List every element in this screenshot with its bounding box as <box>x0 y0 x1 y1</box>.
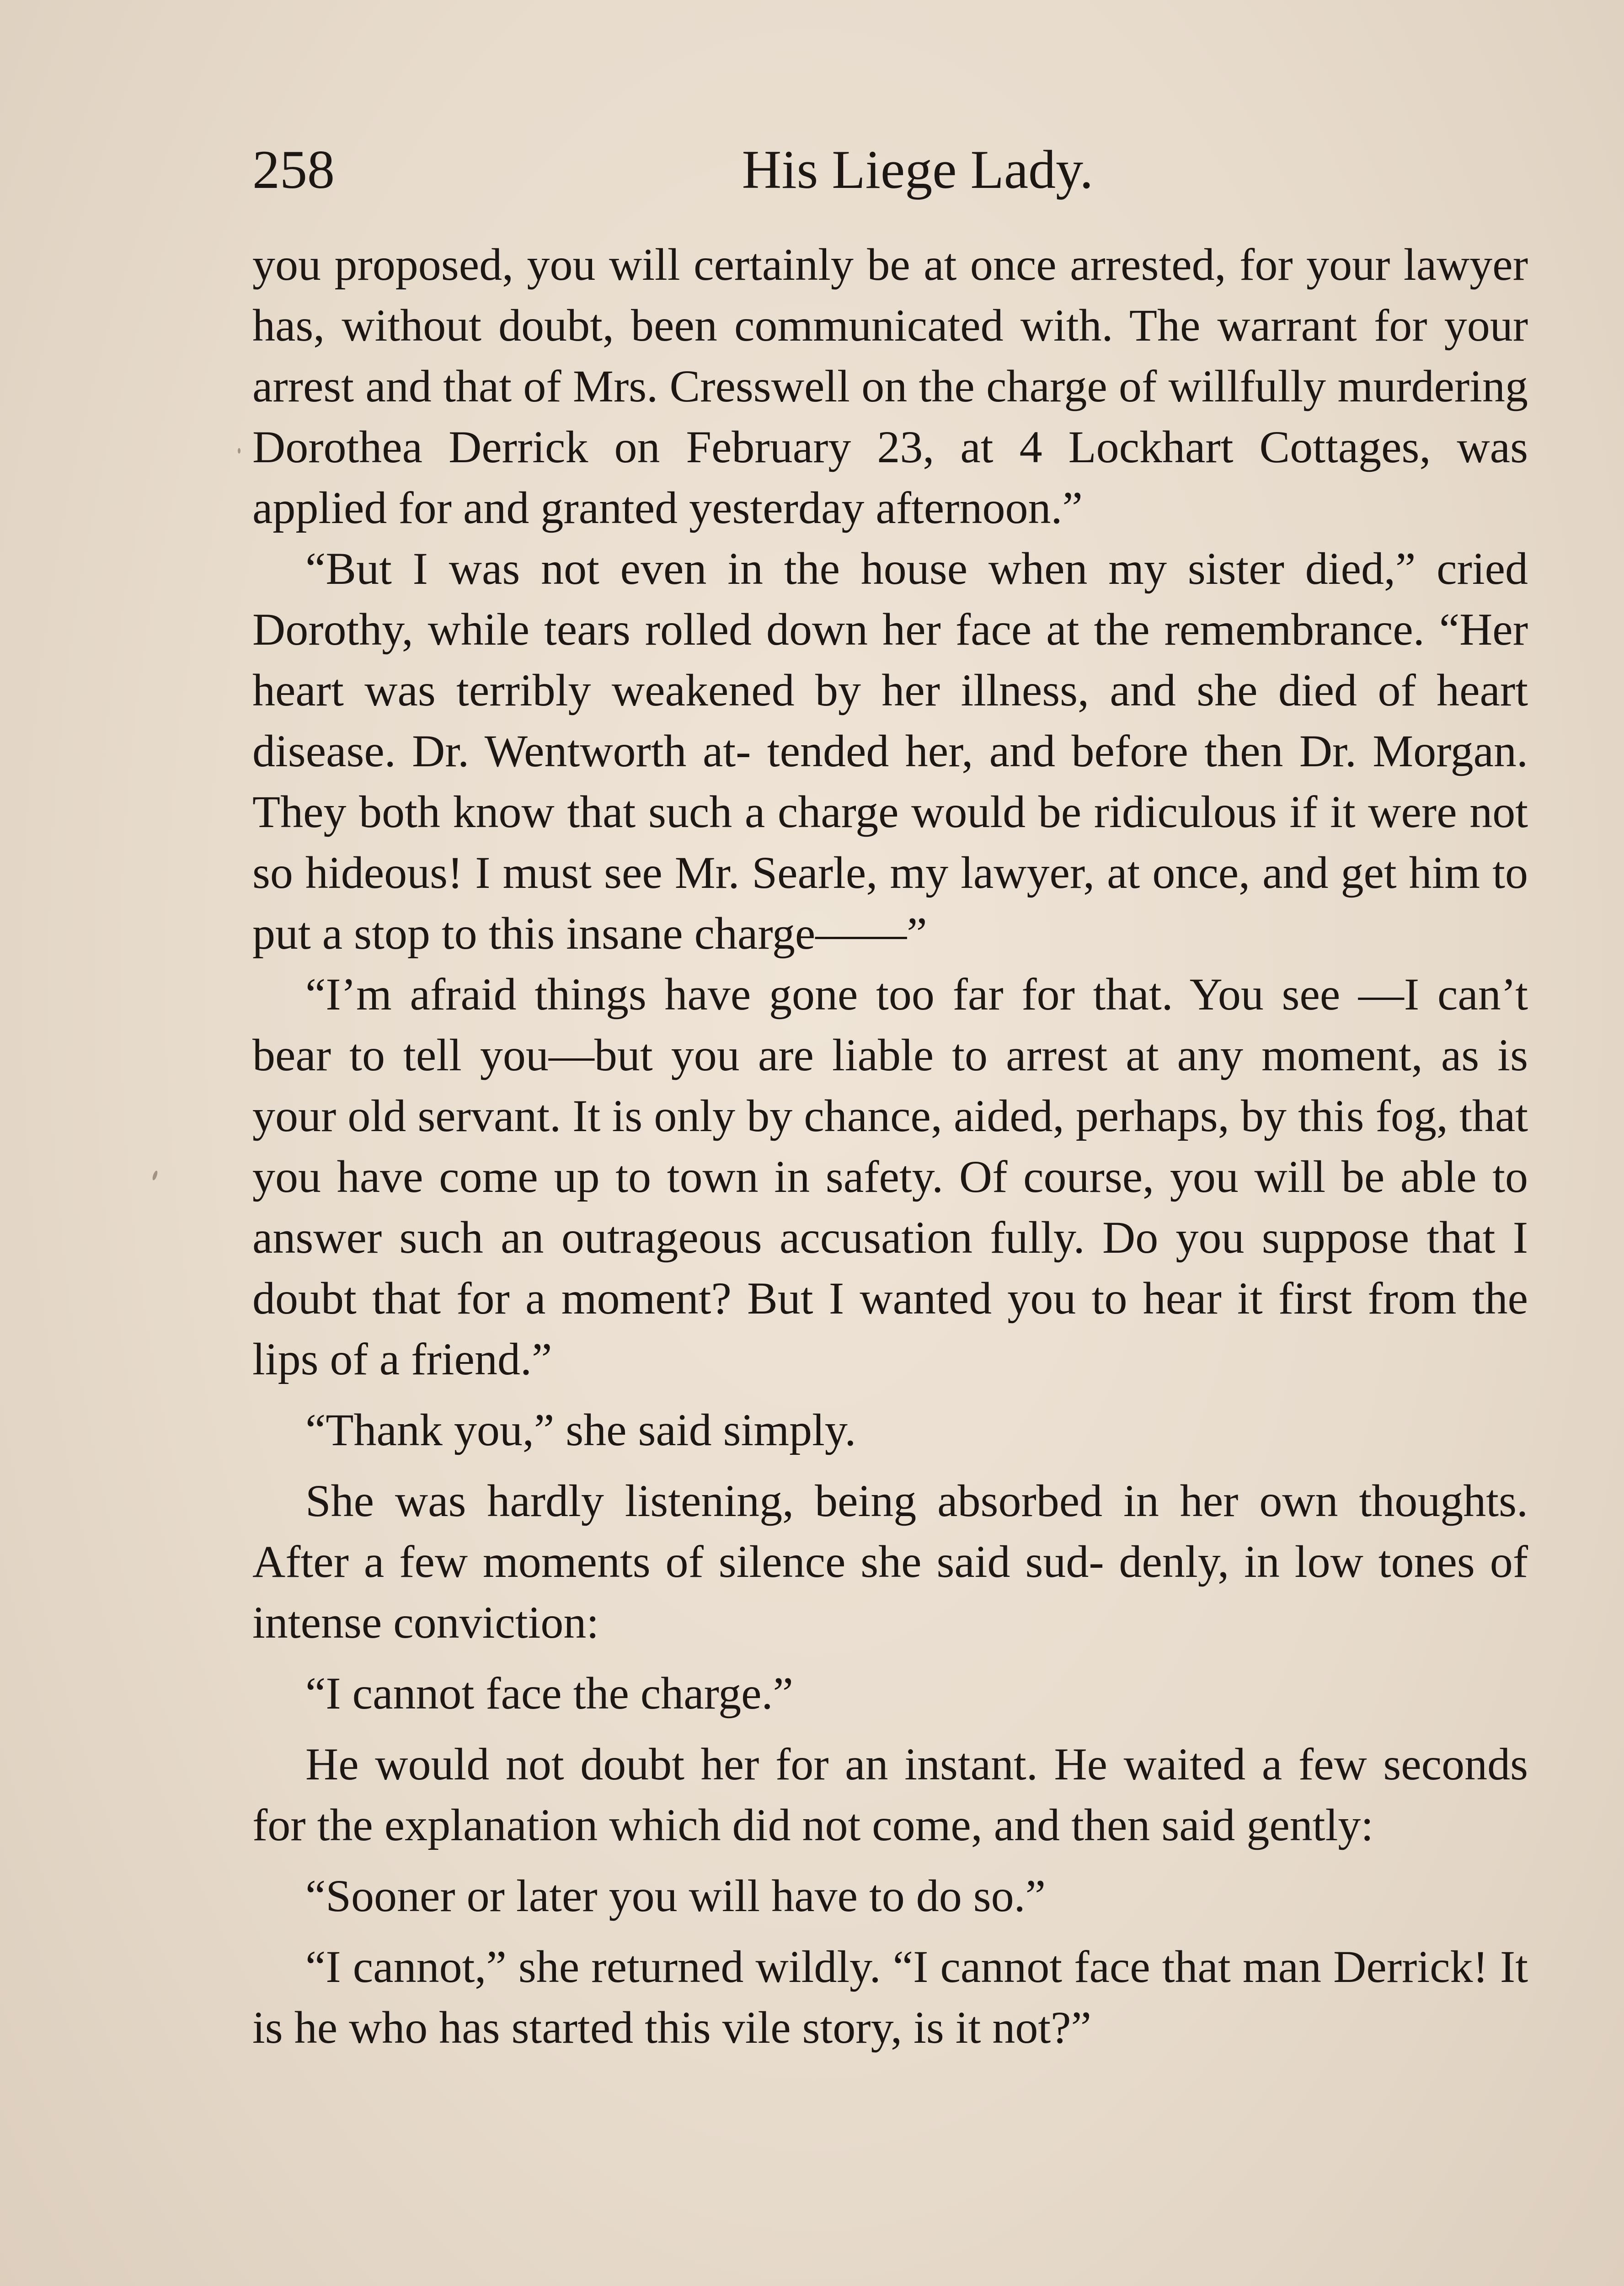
paragraph: “I cannot,” she returned wildly. “I cannot face that man Derrick! It is he who has started this vile story, is it not?” <box>252 1941 1528 2053</box>
paragraph: He would not doubt her for an instant. He waited a few seconds for the explanation which did not come, and then said gently: <box>252 1739 1528 1850</box>
paragraph: you proposed, you will certainly be at once arrested, for your lawyer has, without doubt, been communicated with. The warrant for your arrest and that of Mrs. Cresswell on the charge of willfully murdering Dorothea Derrick on February 23, at 4 Lockhart Cottages, was applied for and granted yesterday afternoon.” <box>252 239 1528 533</box>
paper-speck <box>238 448 240 454</box>
paragraph: “I’m afraid things have gone too far for that. You see —I can’t bear to tell you—but you are liable to arrest at any moment, as is your old servant. It is only by chance, aided, perhaps, by this fog, that you have come up to town in safety. Of course, you will be able to answer such an outrageous accusation fully. Do you suppose that I doubt that for a moment? But I wanted you to hear it first from the lips of a friend.” <box>252 969 1528 1384</box>
book-page <box>252 131 1528 2058</box>
paragraph: “But I was not even in the house when my sister died,” cried Dorothy, while tears rolled down her face at the remembrance. “Her heart was terribly weakened by her illness, and she died of heart disease. Dr. Wentworth at- tended her, and before then Dr. Morgan. They both know that such a charge would be ridiculous if it were not so hideous! I must see Mr. Searle, my lawyer, at once, and get him to put a stop to this insane charge——” <box>252 543 1528 959</box>
paragraph: She was hardly listening, being absorbed in her own thoughts. After a few moments of silence she said sud- denly, in low tones of intense conviction: <box>252 1475 1528 1648</box>
page-number: 258 <box>252 139 335 200</box>
body-text <box>252 234 1528 2058</box>
paragraph: “Thank you,” she said simply. <box>305 1405 856 1455</box>
book-title: His Liege Lady. <box>742 139 1094 200</box>
paragraph: “I cannot face the charge.” <box>305 1668 793 1719</box>
paragraph: “Sooner or later you will have to do so.” <box>305 1870 1046 1921</box>
running-head <box>252 131 1528 208</box>
paper-speck <box>151 1170 158 1180</box>
